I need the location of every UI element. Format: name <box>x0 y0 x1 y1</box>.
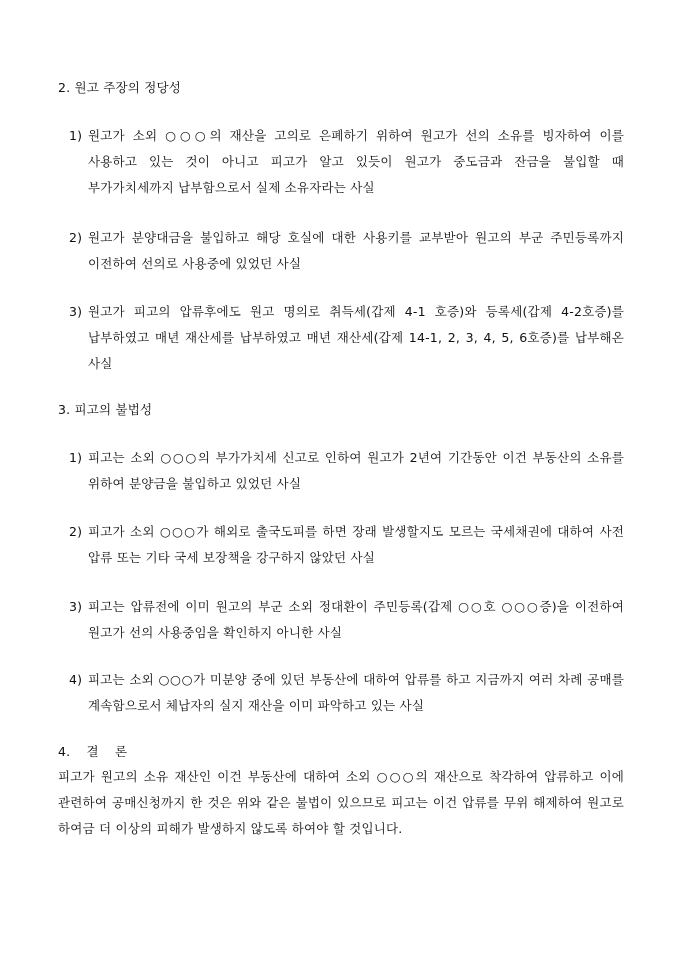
section-2-item-3 <box>69 299 624 377</box>
item-text: 원고가 분양대금을 불입하고 해당 호실에 대한 사용키를 교부받아 원고의 부군 주민등록까지 이전하여 선의로 사용중에 있었던 사실 <box>88 230 624 271</box>
section-3-item-3 <box>69 594 624 646</box>
item-number: 1) <box>69 128 83 143</box>
item-number: 3) <box>69 304 83 319</box>
item-text: 피고는 압류전에 이미 원고의 부군 소외 정대환이 주민등록(갑제 ○○호 ○○○증)을 이전하여 원고가 선의 사용중임을 확인하지 아니한 사실 <box>88 599 624 640</box>
section-3-item-4 <box>69 667 624 719</box>
item-number: 3) <box>69 599 83 614</box>
section-3-item-1 <box>69 445 624 497</box>
section-2-heading: 2. 원고 주장의 정당성 <box>58 80 182 95</box>
item-number: 2) <box>69 230 83 245</box>
section-4-heading: 4. 결 론 <box>58 744 128 759</box>
section-2-item-2 <box>69 225 624 277</box>
item-text: 피고는 소외 ○○○가 미분양 중에 있던 부동산에 대하여 압류를 하고 지금까지 여러 차례 공매를 계속함으로서 체납자의 실지 재산을 이미 파악하고 있는 사실 <box>88 672 624 713</box>
item-number: 2) <box>69 524 83 539</box>
section-3-heading: 3. 피고의 불법성 <box>58 402 153 417</box>
item-number: 4) <box>69 672 83 687</box>
item-text: 피고는 소외 ○○○의 부가가치세 신고로 인하여 원고가 2년여 기간동안 이건 부동산의 소유를 위하여 분양금을 불입하고 있었던 사실 <box>88 450 624 491</box>
item-text: 원고가 소외 ○○○의 재산을 고의로 은폐하기 위하여 원고가 선의 소유를 빙자하여 이를 사용하고 있는 것이 아니고 피고가 알고 있듯이 원고가 중도금과 잔금을 불입할 때 부가가치세까지 납부함으로서 실제 소유자라는 사실 <box>88 128 624 195</box>
conclusion-paragraph: 피고가 원고의 소유 재산인 이건 부동산에 대하여 소외 ○○○의 재산으로 착각하여 압류하고 이에 관련하여 공매신청까지 한 것은 위와 같은 불법이 있으므로 피고는 이건 압류를 무위 해제하여 원고로 하여금 더 이상의 피해가 발생하지 않도록 하여야 할 것입니다. <box>58 769 624 836</box>
item-text: 원고가 피고의 압류후에도 원고 명의로 취득세(갑제 4-1 호증)와 등록세(갑제 4-2호증)를 납부하였고 매년 재산세를 납부하였고 매년 재산세(갑제 14-1, 2, 3, 4, 5, 6호증)를 납부해온 사실 <box>88 304 624 371</box>
section-2-item-1 <box>69 123 624 201</box>
item-text: 피고가 소외 ○○○가 해외로 출국도피를 하면 장래 발생할지도 모르는 국세채권에 대하여 사전 압류 또는 기타 국세 보장책을 강구하지 않았던 사실 <box>88 524 624 565</box>
item-number: 1) <box>69 450 83 465</box>
section-3-item-2 <box>69 519 624 571</box>
